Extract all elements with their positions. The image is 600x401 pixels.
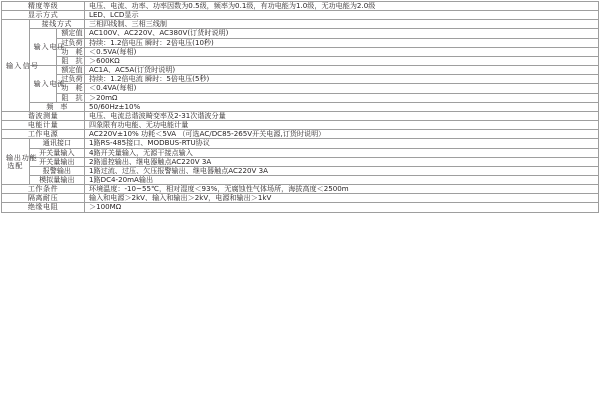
row-value-input-current-impedance: ＞20mΩ bbox=[85, 93, 599, 102]
row-value-work-condition: 环境温度：-10~55℃，相对湿度＜93%，无腐蚀性气体场所，海拔高度＜2500m bbox=[85, 185, 599, 194]
row-value-switch-output: 2路遥控输出、继电器触点AC220V 3A bbox=[85, 157, 599, 166]
group-label-input-signal: 输入信号 bbox=[2, 20, 30, 112]
group-label-input-current: 输入电流 bbox=[29, 66, 57, 103]
row-label-switch-output: 开关量输出 bbox=[29, 157, 84, 166]
row-label-analog-output: 模拟量输出 bbox=[29, 175, 84, 184]
row-label-input-current-impedance: 阻 抗 bbox=[57, 93, 85, 102]
row-value-isolation-voltage: 输入和电源＞2kV、输入和输出＞2kV，电源和输出＞1kV bbox=[85, 194, 599, 203]
table-row bbox=[2, 29, 599, 38]
row-value-accuracy: 电压、电流、功率、功率因数为0.5级，频率为0.1级，有功电能为1.0级，无功电能为2.0级 bbox=[85, 2, 599, 11]
table-row bbox=[2, 157, 599, 166]
row-value-harmonic: 电压、电流总谐波畸变率及2-31次谐波分量 bbox=[85, 111, 599, 120]
row-value-alarm-output: 1路过流、过压、欠压报警输出、继电器触点AC220V 3A bbox=[85, 166, 599, 175]
row-value-display: LED、LCD显示 bbox=[85, 11, 599, 20]
row-label-work-condition: 工作条件 bbox=[2, 185, 85, 194]
row-label-input-voltage-power: 功 耗 bbox=[57, 47, 85, 56]
table-row bbox=[2, 84, 599, 93]
table-row bbox=[2, 203, 599, 212]
row-label-input-voltage-impedance: 阻 抗 bbox=[57, 56, 85, 65]
row-value-input-voltage-power: ＜0.5VA(每相) bbox=[85, 47, 599, 56]
row-label-display: 显示方式 bbox=[2, 11, 85, 20]
row-value-analog-output: 1路DC4-20mA输出 bbox=[85, 175, 599, 184]
row-value-input-voltage-impedance: ＞600KΩ bbox=[85, 56, 599, 65]
row-value-frequency: 50/60Hz±10% bbox=[85, 102, 599, 111]
row-label-harmonic: 谐波测量 bbox=[2, 111, 85, 120]
row-label-energy: 电能计量 bbox=[2, 121, 85, 130]
row-label-input-voltage-overload: 过负荷 bbox=[57, 38, 85, 47]
row-label-insulation-resistance: 绝缘电阻 bbox=[2, 203, 85, 212]
row-label-alarm-output: 报警输出 bbox=[29, 166, 84, 175]
row-label-switch-input: 开关量输入 bbox=[29, 148, 84, 157]
row-value-energy: 四象限有功电能、无功电能计量 bbox=[85, 121, 599, 130]
row-label-input-current-overload: 过负荷 bbox=[57, 75, 85, 84]
row-label-comm-interface: 通讯接口 bbox=[29, 139, 84, 148]
row-label-input-current-power: 功 耗 bbox=[57, 84, 85, 93]
group-label-input-voltage: 输入电压 bbox=[29, 29, 57, 66]
group-label-output-function: 输出功能 选配 bbox=[2, 139, 30, 185]
row-value-wiring: 三相四线制、三相三线制 bbox=[85, 20, 599, 29]
row-value-input-current-overload: 持续：1.2倍电流 瞬时：5倍电压(5秒) bbox=[85, 75, 599, 84]
table-row bbox=[2, 148, 599, 157]
row-label-frequency: 频 率 bbox=[29, 102, 84, 111]
row-label-input-current-rated: 额定值 bbox=[57, 66, 85, 75]
row-value-input-voltage-rated: AC100V、AC220V、AC380V(订货时说明) bbox=[85, 29, 599, 38]
specification-table bbox=[1, 1, 599, 213]
row-value-insulation-resistance: ＞100MΩ bbox=[85, 203, 599, 212]
row-value-input-current-rated: AC1A、AC5A(订货时说明) bbox=[85, 66, 599, 75]
table-row bbox=[2, 93, 599, 102]
row-value-comm-interface: 1路RS-485接口、MODBUS-RTU协议 bbox=[85, 139, 599, 148]
row-label-input-voltage-rated: 额定值 bbox=[57, 29, 85, 38]
row-label-isolation-voltage: 隔离耐压 bbox=[2, 194, 85, 203]
row-value-input-voltage-overload: 持续：1.2倍电压 瞬时：2倍电压(10秒) bbox=[85, 38, 599, 47]
row-value-power-supply: AC220V±10% 功耗＜5VA （可选AC/DC85-265V开关电源,订货时说明） bbox=[85, 130, 599, 139]
row-label-power-supply: 工作电源 bbox=[2, 130, 85, 139]
row-value-input-current-power: ＜0.4VA(每相) bbox=[85, 84, 599, 93]
row-value-switch-input: 4路开关量输入，无源干接点输入 bbox=[85, 148, 599, 157]
row-label-wiring: 接线方式 bbox=[29, 20, 84, 29]
table-row bbox=[2, 139, 599, 148]
table-row bbox=[2, 102, 599, 111]
table-row bbox=[2, 38, 599, 47]
row-label-accuracy: 精度等级 bbox=[2, 2, 85, 11]
